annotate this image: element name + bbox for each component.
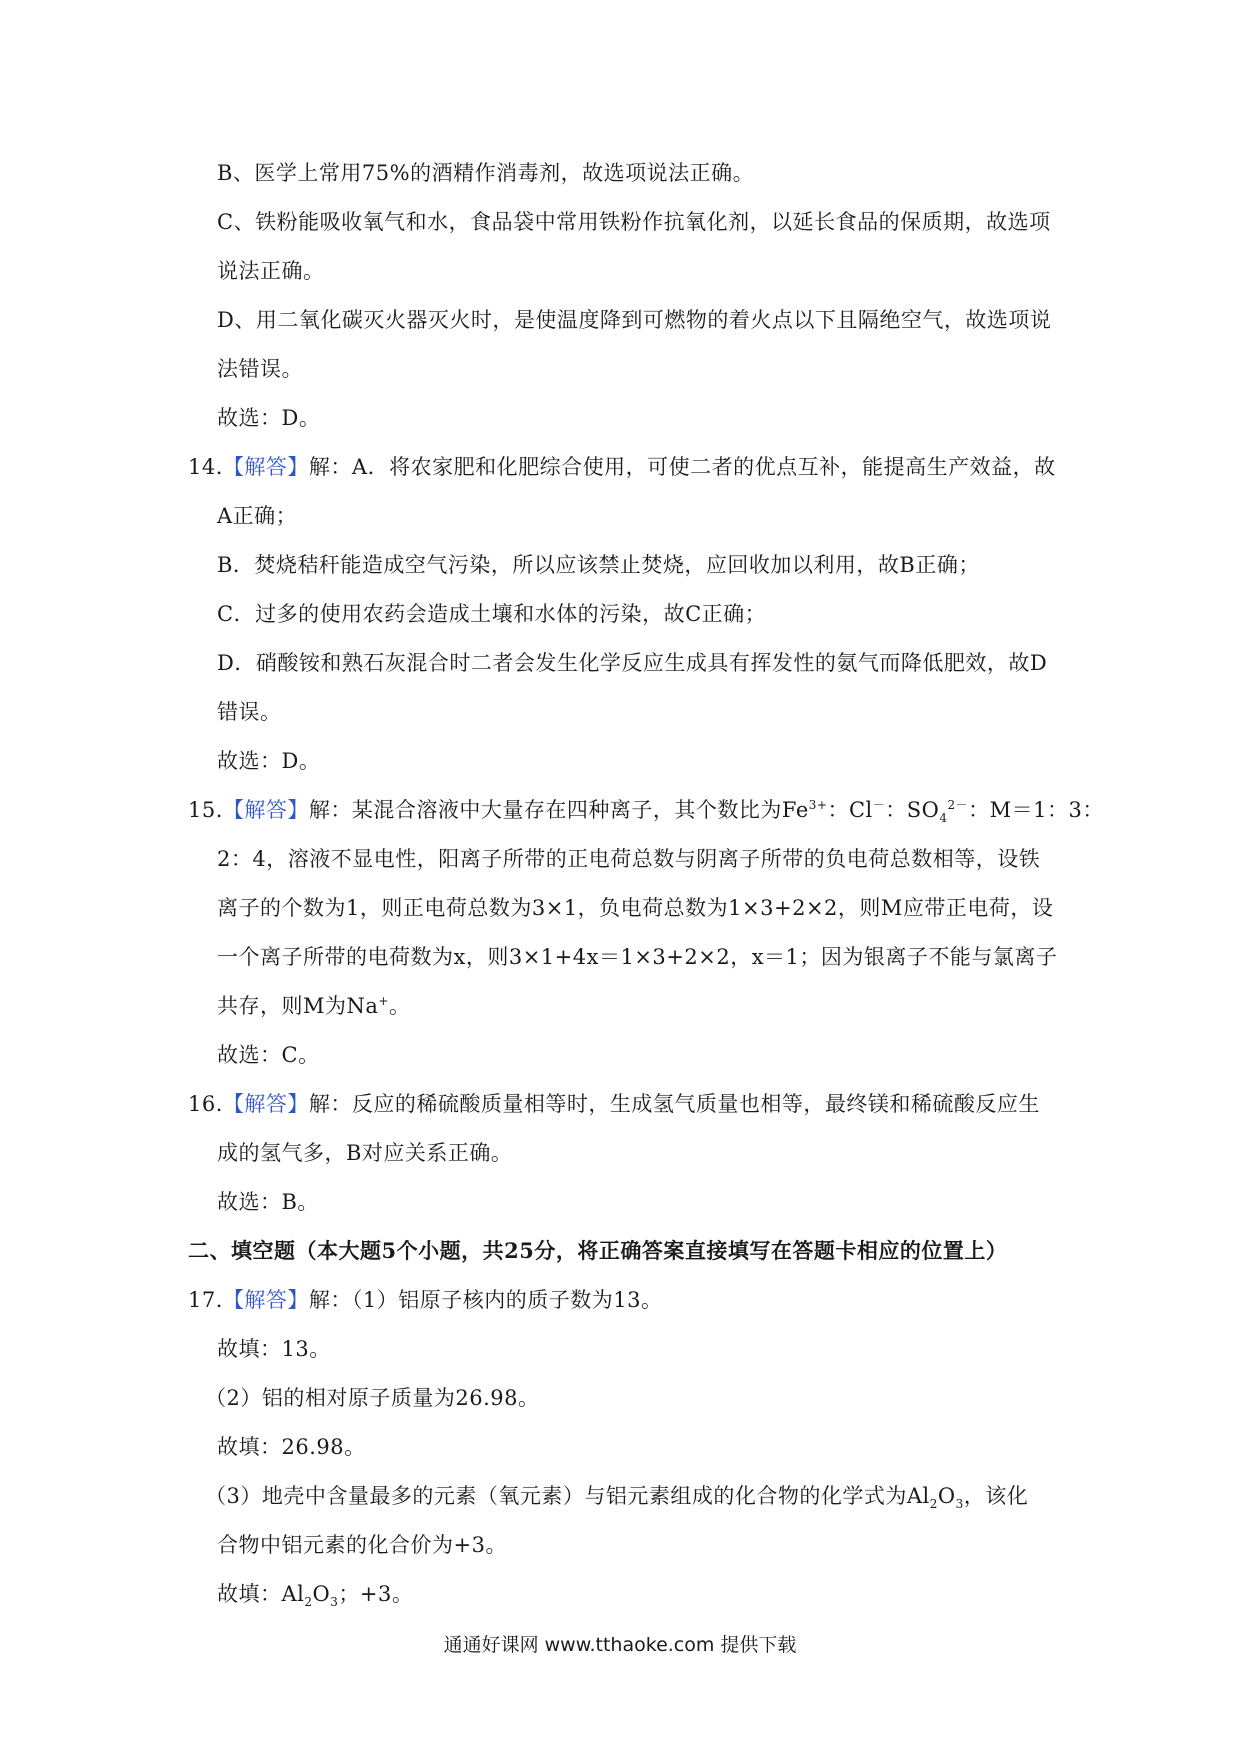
question-15 <box>188 795 1104 825</box>
question-text: 解：某混合溶液中大量存在四种离子，其个数比为Fe <box>308 798 809 822</box>
question-number: 14. <box>188 455 223 479</box>
text-line: 成的氢气多，B对应关系正确。 <box>217 1141 513 1165</box>
formula-subscript: 3 <box>330 1595 339 1610</box>
section-heading: 二、填空题（本大题5个小题，共25分，将正确答案直接填写在答题卡相应的位置上） <box>188 1238 1008 1263</box>
answer-line: 故填：13。 <box>217 1337 331 1361</box>
question-text: 解：反应的稀硫酸质量相等时，生成氢气质量也相等，最终镁和稀硫酸反应生 <box>308 1092 1040 1116</box>
charge-superscript: 2－ <box>947 798 969 812</box>
answer-tag: 【解答】 <box>222 1092 309 1116</box>
answer-text: ；+3。 <box>338 1582 414 1606</box>
formula-subscript: 3 <box>955 1497 964 1512</box>
text-line <box>217 991 410 1021</box>
formula-subscript: 2 <box>304 1595 313 1610</box>
question-text: 共存，则M为Na <box>217 994 379 1018</box>
question-17 <box>188 1285 663 1315</box>
text-line: D．硝酸铵和熟石灰混合时二者会发生化学反应生成具有挥发性的氨气而降低肥效，故D <box>217 651 1048 675</box>
formula-element: O <box>937 1484 956 1508</box>
text-line: 法错误。 <box>217 357 303 381</box>
answer-line: 故填：26.98。 <box>217 1435 366 1459</box>
answer-tag: 【解答】 <box>222 798 309 822</box>
question-number: 17. <box>188 1288 223 1312</box>
answer-tag: 【解答】 <box>222 1288 309 1312</box>
formula-subscript: 4 <box>939 811 948 826</box>
answer-line <box>217 1579 413 1609</box>
answer-line: 故选：D。 <box>217 406 321 430</box>
charge-superscript: 3+ <box>808 798 828 812</box>
text-line: 说法正确。 <box>217 259 325 283</box>
answer-line: 故选：D。 <box>217 749 321 773</box>
question-number: 15. <box>188 798 223 822</box>
answer-text: 故填：Al <box>217 1582 305 1606</box>
text-line: C、铁粉能吸收氧气和水，食品袋中常用铁粉作抗氧化剂，以延长食品的保质期，故选项 <box>217 210 1051 234</box>
question-text: ：Cl <box>827 798 873 822</box>
question-text: 解：A．将农家肥和化肥综合使用，可使二者的优点互补，能提高生产效益，故 <box>308 455 1056 479</box>
answer-line: 故选：B。 <box>217 1190 319 1214</box>
formula-subscript: 2 <box>929 1497 938 1512</box>
text-line: B．焚烧秸秆能造成空气污染，所以应该禁止焚烧，应回收加以利用，故B正确； <box>217 553 980 577</box>
page-footer: 通通好课网 www.tthaoke.com 提供下载 <box>443 1634 797 1656</box>
question-text: ：M＝1：3： <box>968 798 1104 822</box>
text-line: 错误。 <box>217 700 282 724</box>
charge-superscript: + <box>378 994 389 1008</box>
answer-tag: 【解答】 <box>222 455 309 479</box>
charge-superscript: － <box>872 798 886 812</box>
formula-element: O <box>312 1582 331 1606</box>
text-line: B、医学上常用75%的酒精作消毒剂，故选项说法正确。 <box>217 161 755 185</box>
text-line: A正确； <box>217 504 298 528</box>
question-16 <box>188 1089 1040 1119</box>
text-line: 离子的个数为1，则正电荷总数为3×1，负电荷总数为1×3+2×2，则M应带正电荷，设 <box>217 896 1054 920</box>
text-line: D、用二氧化碳灭火器灭火时，是使温度降到可燃物的着火点以下且隔绝空气，故选项说 <box>217 308 1052 332</box>
text-line: C．过多的使用农药会造成土壤和水体的污染，故C正确； <box>217 602 767 626</box>
question-text: （3）地壳中含量最多的元素（氧元素）与铝元素组成的化合物的化学式为Al <box>205 1484 930 1508</box>
text-line: （2）铝的相对原子质量为26.98。 <box>205 1386 540 1410</box>
question-text: 解：（1）铝原子核内的质子数为13。 <box>308 1288 663 1312</box>
text-line <box>205 1481 1028 1511</box>
question-14 <box>188 452 1056 482</box>
question-text: ，该化 <box>963 1484 1029 1508</box>
text-line: 2：4，溶液不显电性，阳离子所带的正电荷总数与阴离子所带的负电荷总数相等，设铁 <box>217 847 1041 871</box>
answer-line: 故选：C。 <box>217 1043 320 1067</box>
question-text: ：SO <box>885 798 940 822</box>
question-text: 。 <box>388 994 411 1018</box>
text-line: 合物中铝元素的化合价为+3。 <box>217 1533 507 1557</box>
question-number: 16. <box>188 1092 223 1116</box>
text-line: 一个离子所带的电荷数为x，则3×1+4x＝1×3+2×2，x＝1；因为银离子不能与氯离子 <box>217 945 1058 969</box>
